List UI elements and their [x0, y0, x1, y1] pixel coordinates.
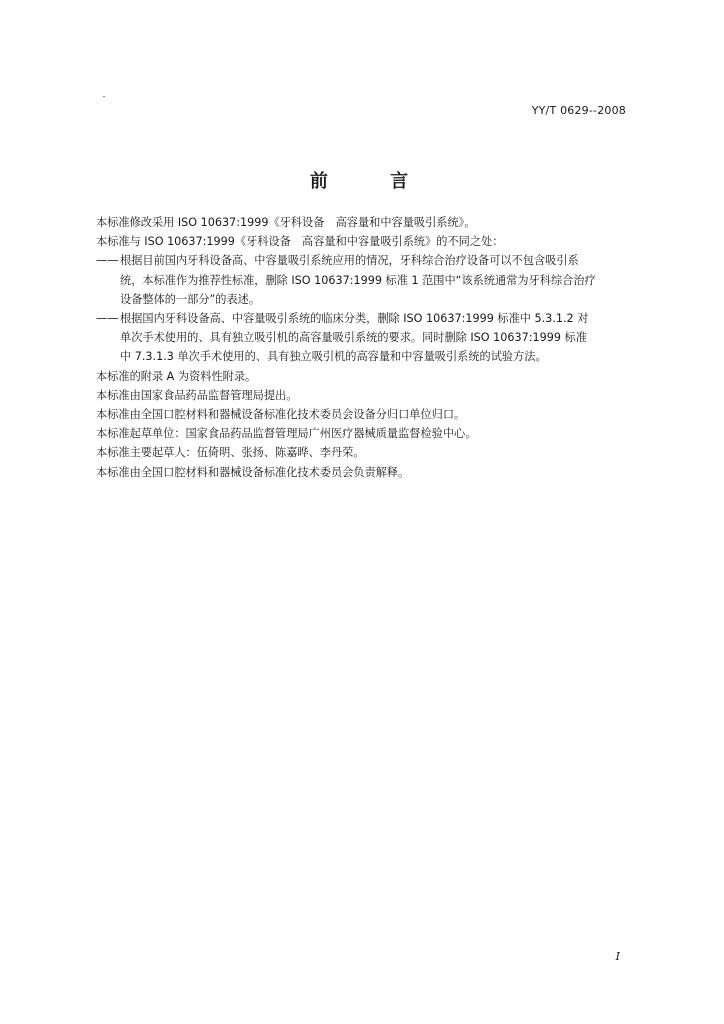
paragraph-differences: 本标准与 ISO 10637:1999《牙科设备 高容量和中容量吸引系统》的不同之处：: [96, 235, 504, 249]
paragraph-interpretation: 本标准由全国口腔材料和器械设备标准化技术委员会负责解释。: [96, 465, 410, 479]
paragraph-adoption: 本标准修改采用 ISO 10637:1999《牙科设备 高容量和中容量吸引系统》。: [96, 216, 476, 229]
difference-item-2-line-3: 中 7.3.1.3 单次手术使用的、具有独立吸引机的高容量和中容量吸引系统的试验方法。: [120, 350, 547, 364]
dash-marker: ——: [96, 254, 119, 268]
scan-speck: [103, 96, 105, 97]
difference-item-2: [96, 309, 634, 367]
difference-item-1-line-1: 根据目前国内牙科设备高、中容量吸引系统应用的情况，牙科综合治疗设备可以不包含吸引系: [120, 254, 579, 268]
paragraph-proposer: 本标准由国家食品药品监督管理局提出。: [96, 388, 298, 402]
page-number: I: [615, 950, 620, 963]
dash-marker: ——: [96, 312, 119, 326]
difference-item-1-line-3: 设备整体的一部分”的表述。: [120, 292, 261, 306]
difference-item-2-line-2: 单次手术使用的、具有独立吸引机的高容量吸引系统的要求。同时删除 ISO 10637:1999 标准: [120, 331, 587, 345]
difference-item-2-line-1: 根据国内牙科设备高、中容量吸引系统的临床分类，删除 ISO 10637:1999 标准中 5.3.1.2 对: [120, 312, 589, 326]
paragraph-drafters: 本标准主要起草人：伍倚明、张扬、陈嘉晔、李丹荣。: [96, 446, 365, 460]
difference-item-1-text: [120, 251, 634, 309]
standard-code: YY/T 0629--2008: [531, 104, 626, 117]
foreword-body: [96, 213, 634, 482]
difference-item-2-text: [120, 309, 634, 367]
paragraph-drafting-unit: 本标准起草单位：国家食品药品监督管理局广州医疗器械质量监督检验中心。: [96, 427, 477, 441]
page-title: 前 言: [309, 171, 437, 192]
difference-item-1: [96, 251, 634, 309]
paragraph-annex: 本标准的附录 A 为资料性附录。: [96, 369, 257, 383]
paragraph-centralized: 本标准由全国口腔材料和器械设备标准化技术委员会设备分归口单位归口。: [96, 408, 466, 422]
difference-item-1-line-2: 统，本标准作为推荐性标准，删除 ISO 10637:1999 标准 1 范围中“该系统通常为牙科综合治疗: [120, 273, 596, 287]
